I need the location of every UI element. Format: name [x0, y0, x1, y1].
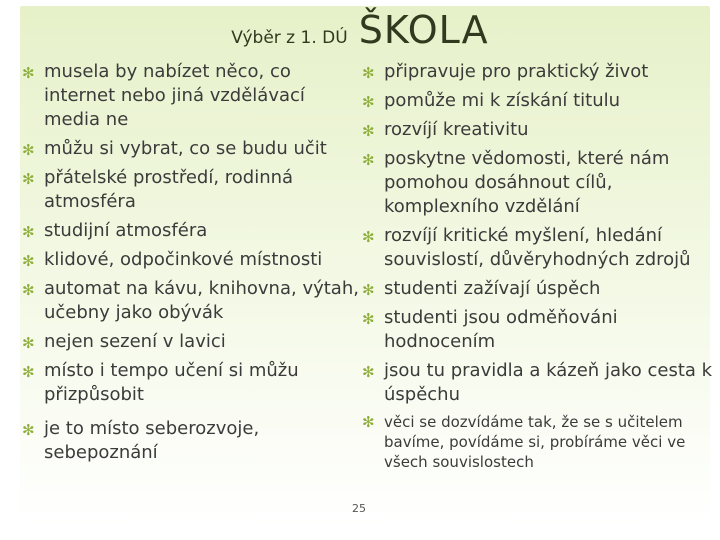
list-item	[22, 277, 362, 325]
asterisk-bullet-icon: ✻	[22, 64, 35, 82]
list-item	[22, 166, 344, 214]
list-item	[22, 330, 362, 354]
asterisk-bullet-icon: ✻	[362, 310, 375, 328]
list-item	[362, 306, 684, 354]
list-item-text: rozvíjí kreativitu	[384, 119, 529, 140]
list-item-text: studijní atmosféra	[44, 220, 208, 241]
list-item-text: připravuje pro praktický život	[384, 61, 649, 82]
asterisk-bullet-icon: ✻	[22, 223, 35, 241]
list-item	[362, 60, 714, 84]
list-item-text: je to místo seberozvoje, sebepoznání	[44, 418, 260, 463]
list-item	[362, 277, 714, 301]
slide-title-main: ŠKOLA	[358, 8, 489, 52]
list-item	[22, 137, 362, 161]
slide-title-prefix: Výběr z 1. DÚ	[231, 28, 348, 48]
list-item	[362, 359, 714, 407]
asterisk-bullet-icon: ✻	[362, 151, 375, 169]
list-item	[22, 248, 362, 272]
slide-title	[0, 8, 720, 52]
list-item-text: věci se dozvídáme tak, že se s učitelem bavíme, povídáme si, probíráme věci ve všech souvislostech	[384, 413, 686, 471]
page-number: 25	[352, 502, 366, 515]
asterisk-bullet-icon: ✻	[362, 363, 375, 381]
list-item-text: jsou tu pravidla a kázeň jako cesta k úspěchu	[384, 360, 713, 405]
list-item-text: nejen sezení v lavici	[44, 331, 226, 352]
list-item	[22, 219, 362, 243]
list-item	[362, 118, 714, 142]
list-item-text: automat na kávu, knihovna, výtah, učebny jako obývák	[44, 278, 359, 323]
list-item-text: studenti zažívají úspěch	[384, 278, 601, 299]
list-item-text: můžu si vybrat, co se budu učit	[44, 138, 327, 159]
list-item-text: pomůže mi k získání titulu	[384, 90, 621, 111]
list-item	[362, 224, 714, 272]
list-item	[22, 60, 344, 132]
list-item	[362, 147, 704, 219]
asterisk-bullet-icon: ✻	[362, 93, 375, 111]
asterisk-bullet-icon: ✻	[22, 252, 35, 270]
asterisk-bullet-icon: ✻	[362, 64, 375, 82]
left-bullet-list	[22, 60, 362, 470]
asterisk-bullet-icon: ✻	[22, 141, 35, 159]
asterisk-bullet-icon: ✻	[362, 413, 375, 431]
asterisk-bullet-icon: ✻	[22, 281, 35, 299]
list-item	[362, 89, 714, 113]
right-bullet-list	[362, 60, 714, 477]
list-item-text: studenti jsou odměňováni hodnocením	[384, 307, 618, 352]
asterisk-bullet-icon: ✻	[362, 228, 375, 246]
list-item	[22, 359, 334, 407]
list-item-text: rozvíjí kritické myšlení, hledání souvislostí, důvěryhodných zdrojů	[384, 225, 691, 270]
list-item	[22, 417, 314, 465]
asterisk-bullet-icon: ✻	[22, 334, 35, 352]
list-item-text: poskytne vědomosti, které nám pomohou dosáhnout cílů, komplexního vzdělání	[384, 148, 670, 217]
list-item-text: klidové, odpočinkové místnosti	[44, 249, 323, 270]
list-item-text: místo i tempo učení si můžu přizpůsobit	[44, 360, 299, 405]
asterisk-bullet-icon: ✻	[22, 170, 35, 188]
asterisk-bullet-icon: ✻	[22, 421, 35, 439]
list-item	[362, 412, 714, 472]
asterisk-bullet-icon: ✻	[22, 363, 35, 381]
list-item-text: musela by nabízet něco, co internet nebo jiná vzdělávací media ne	[44, 61, 305, 130]
list-item-text: přátelské prostředí, rodinná atmosféra	[44, 167, 294, 212]
asterisk-bullet-icon: ✻	[362, 122, 375, 140]
asterisk-bullet-icon: ✻	[362, 281, 375, 299]
